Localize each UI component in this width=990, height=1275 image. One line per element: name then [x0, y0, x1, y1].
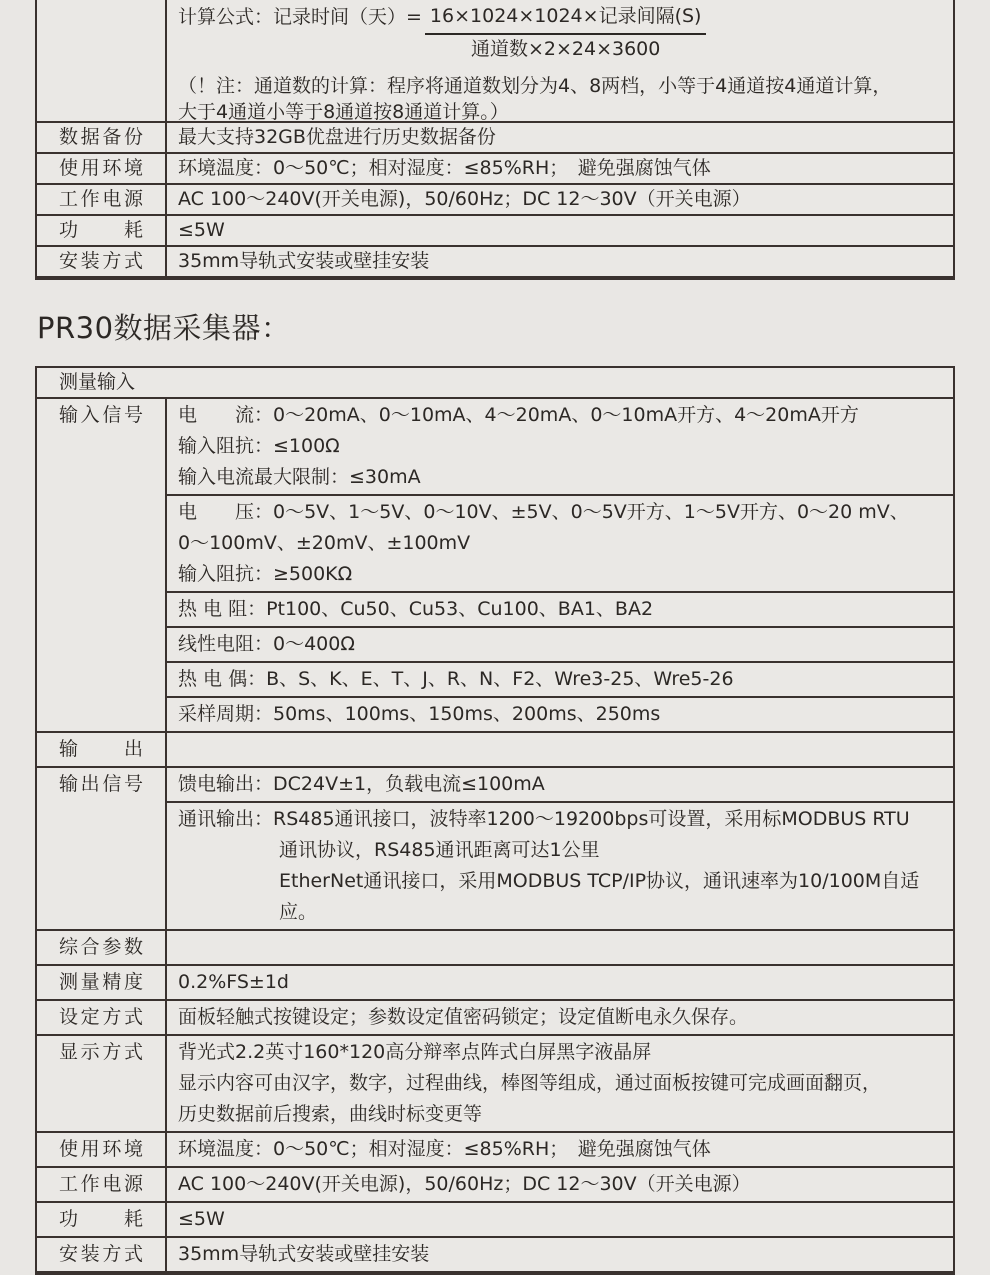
- spec-label: 显示方式: [37, 1036, 167, 1131]
- spec-label: 功耗: [37, 216, 167, 245]
- spec-line: 背光式2.2英寸160*120高分辩率点阵式白屏黑字液晶屏: [178, 1041, 652, 1063]
- note-line: （！注：通道数的计算：程序将通道数划分为4、8两档，小等于4通道按4通道计算，: [178, 75, 892, 97]
- spec-value: AC 100～240V(开关电源)，50/60Hz；DC 12～30V（开关电源）: [178, 188, 751, 210]
- spec-value: 35mm导轨式安装或壁挂安装: [178, 250, 430, 272]
- spec-row-environment: [37, 152, 953, 183]
- spec-line: 馈电输出：DC24V±1，负载电流≤100mA: [178, 773, 545, 795]
- formula-cell: [167, 0, 953, 121]
- spec-line: 显示内容可由汉字，数字，过程曲线，棒图等组成，通过面板按键可完成画面翻页，: [178, 1072, 882, 1094]
- formula-fraction: [425, 0, 707, 64]
- spec-line: 0.2%FS±1d: [178, 971, 289, 993]
- spec-label: 使用环境: [37, 1133, 167, 1166]
- spec-label: 工作电源: [37, 1168, 167, 1201]
- section-row-params: [37, 929, 953, 964]
- section-row-output: [37, 731, 953, 766]
- spec-line: 历史数据前后搜索，曲线时标变更等: [178, 1103, 483, 1125]
- spec-line: 输入阻抗：≤100Ω: [178, 435, 340, 457]
- spec-label: 数据备份: [37, 123, 167, 152]
- spec-row-input-signal: [37, 397, 953, 731]
- spec-line: 电 流：0～20mA、0～10mA、4～20mA、0～10mA开方、4～20mA开方: [178, 404, 859, 426]
- spec-row-mounting: [37, 1236, 953, 1271]
- output-signal-subrows: [167, 768, 953, 929]
- subrow-rtd: [167, 591, 953, 626]
- spec-value: 最大支持32GB优盘进行历史数据备份: [178, 126, 496, 148]
- subrow-current: [167, 399, 953, 494]
- spec-label: 测量精度: [37, 966, 167, 999]
- spec-row-power-supply: [37, 183, 953, 214]
- input-signal-subrows: [167, 399, 953, 731]
- spec-line: 0～100mV、±20mV、±100mV: [178, 532, 471, 554]
- page-title: PR30数据采集器：: [37, 311, 291, 345]
- spec-value: ≤5W: [178, 219, 225, 241]
- spec-line: 电 压：0～5V、1～5V、0～10V、±5V、0～5V开方、1～5V开方、0～20 mV、: [178, 501, 909, 523]
- spec-label: 使用环境: [37, 154, 167, 183]
- spec-value: 环境温度：0～50℃；相对湿度：≤85%RH； 避免强腐蚀气体: [178, 157, 711, 179]
- spec-row-accuracy: [37, 964, 953, 999]
- spec-label: 输入信号: [37, 399, 167, 731]
- spec-table-pr30: [35, 366, 955, 1275]
- spec-label: 设定方式: [37, 1001, 167, 1034]
- spec-row-environment: [37, 1131, 953, 1166]
- spec-label: 安装方式: [37, 1238, 167, 1271]
- channel-count-note: [178, 73, 949, 121]
- spec-line: AC 100～240V(开关电源)，50/60Hz；DC 12～30V（开关电源）: [178, 1173, 751, 1195]
- spec-row-data-backup: [37, 121, 953, 152]
- spec-line: 35mm导轨式安装或壁挂安装: [178, 1243, 430, 1265]
- spec-line: 环境温度：0～50℃；相对湿度：≤85%RH； 避免强腐蚀气体: [178, 1138, 711, 1160]
- note-line: 大于4通道小等于8通道按8通道计算。）: [178, 101, 509, 121]
- formula-row: [37, 0, 953, 121]
- spec-line: 热 电 阻：Pt100、Cu50、Cu53、Cu100、BA1、BA2: [178, 598, 654, 620]
- spec-row-power-consumption: [37, 1201, 953, 1236]
- spec-row-setting-method: [37, 999, 953, 1034]
- section-row-measure-input: [37, 368, 953, 397]
- subrow-comm-output: [167, 801, 953, 929]
- spec-line: ≤5W: [178, 1208, 225, 1230]
- spec-line: 线性电阻：0～400Ω: [178, 633, 355, 655]
- spec-line: 输入电流最大限制：≤30mA: [178, 466, 421, 488]
- spec-line: 输入阻抗：≥500KΩ: [178, 563, 353, 585]
- spec-line: 采样周期：50ms、100ms、150ms、200ms、250ms: [178, 703, 661, 725]
- record-time-formula: [178, 0, 949, 64]
- section-title: 输出: [37, 733, 167, 766]
- empty-cell: [167, 733, 953, 766]
- spec-label: 功耗: [37, 1203, 167, 1236]
- subrow-sampling-period: [167, 696, 953, 731]
- spec-line: 通讯协议，RS485通讯距离可达1公里: [279, 839, 600, 861]
- spec-line: 热 电 偶：B、S、K、E、T、J、R、N、F2、Wre3-25、Wre5-26: [178, 668, 734, 690]
- spec-row-output-signal: [37, 766, 953, 929]
- formula-denominator: 通道数×2×24×3600: [470, 38, 661, 60]
- formula-numerator: 16×1024×1024×记录间隔(S): [425, 0, 707, 35]
- spec-line: 面板轻触式按键设定；参数设定值密码锁定；设定值断电永久保存。: [178, 1006, 749, 1028]
- spec-row-display: [37, 1034, 953, 1131]
- formula-prefix: 计算公式：记录时间（天）=: [178, 6, 422, 28]
- subrow-feed-output: [167, 768, 953, 801]
- spec-row-mounting: [37, 245, 953, 276]
- spec-label: 工作电源: [37, 185, 167, 214]
- spec-label: 输出信号: [37, 768, 167, 929]
- spec-label: 安装方式: [37, 247, 167, 276]
- section-title: 综合参数: [37, 931, 167, 964]
- subrow-thermocouple: [167, 661, 953, 696]
- section-title: 测量输入: [59, 371, 136, 393]
- subrow-display: [167, 1036, 953, 1131]
- subrow-linear-resistance: [167, 626, 953, 661]
- subrow-voltage: [167, 494, 953, 591]
- spec-table-basic: [35, 0, 955, 280]
- empty-cell: [167, 931, 953, 964]
- spec-row-power-consumption: [37, 214, 953, 245]
- formula-row-label-cell: [37, 0, 167, 121]
- spec-line: 通讯输出：RS485通讯接口，波特率1200～19200bps可设置，采用标MODBUS RTU: [178, 808, 910, 830]
- spec-row-power-supply: [37, 1166, 953, 1201]
- spec-line: EtherNet通讯接口，采用MODBUS TCP/IP协议，通讯速率为10/100M自适应。: [279, 870, 920, 923]
